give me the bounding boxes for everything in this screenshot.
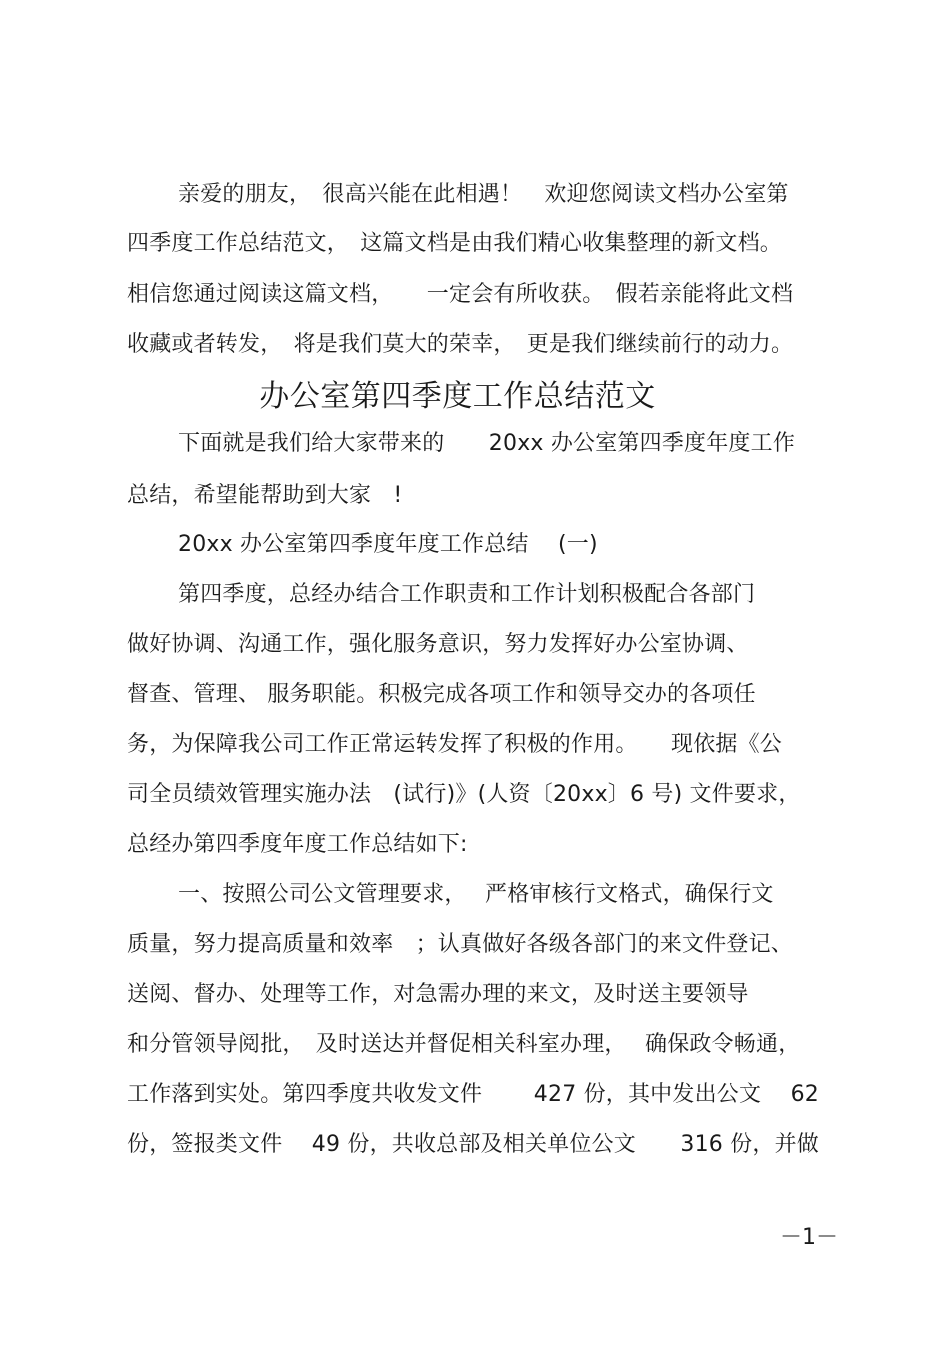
body-line: 份，签报类文件 49 份，共收总部及相关单位公文 316 份，并做 xyxy=(127,1132,819,1157)
body-line: 做好协调、沟通工作，强化服务意识，努力发挥好办公室协调、 xyxy=(127,632,749,657)
body-line: 总经办第四季度年度工作总结如下: xyxy=(127,832,468,857)
body-line: 质量，努力提高质量和效率 ；认真做好各级各部门的来文件登记、 xyxy=(127,932,794,957)
intro-line: 四季度工作总结范文， 这篇文档是由我们精心收集整理的新文档。 xyxy=(127,231,783,256)
page-number: －1－ xyxy=(780,1225,838,1250)
intro-line: 收藏或者转发， 将是我们莫大的荣幸， 更是我们继续前行的动力。 xyxy=(127,332,794,357)
document-title: 办公室第四季度工作总结范文 xyxy=(259,379,656,414)
body-line: 督查、管理、 服务职能。积极完成各项工作和领导交办的各项任 xyxy=(127,682,756,707)
body-line: 第四季度，总经办结合工作职责和工作计划积极配合各部门 xyxy=(178,582,756,607)
intro-line: 相信您通过阅读这篇文档， 一定会有所收获。 假若亲能将此文档 xyxy=(127,282,794,307)
body-line: 送阅、督办、处理等工作，对急需办理的来文，及时送主要领导 xyxy=(127,982,749,1007)
section-heading: 20xx 办公室第四季度年度工作总结 (一) xyxy=(178,532,598,557)
body-line: 务，为保障我公司工作正常运转发挥了积极的作用。 现依据《公 xyxy=(127,732,783,757)
body-line: 和分管领导阅批， 及时送达并督促相关科室办理， 确保政令畅通， xyxy=(127,1032,801,1057)
body-line: 司全员绩效管理实施办法 (试行)》(人资〔20xx〕6 号) 文件要求， xyxy=(127,782,801,807)
body-line: 总结，希望能帮助到大家 ! xyxy=(127,483,403,508)
body-line: 工作落到实处。第四季度共收发文件 427 份，其中发出公文 62 xyxy=(127,1082,819,1107)
body-line: 下面就是我们给大家带来的 20xx 办公室第四季度年度工作 xyxy=(178,431,796,456)
body-line: 一、按照公司公文管理要求， 严格审核行文格式，确保行文 xyxy=(178,882,774,907)
intro-line: 亲爱的朋友， 很高兴能在此相遇！ 欢迎您阅读文档办公室第 xyxy=(178,182,789,207)
